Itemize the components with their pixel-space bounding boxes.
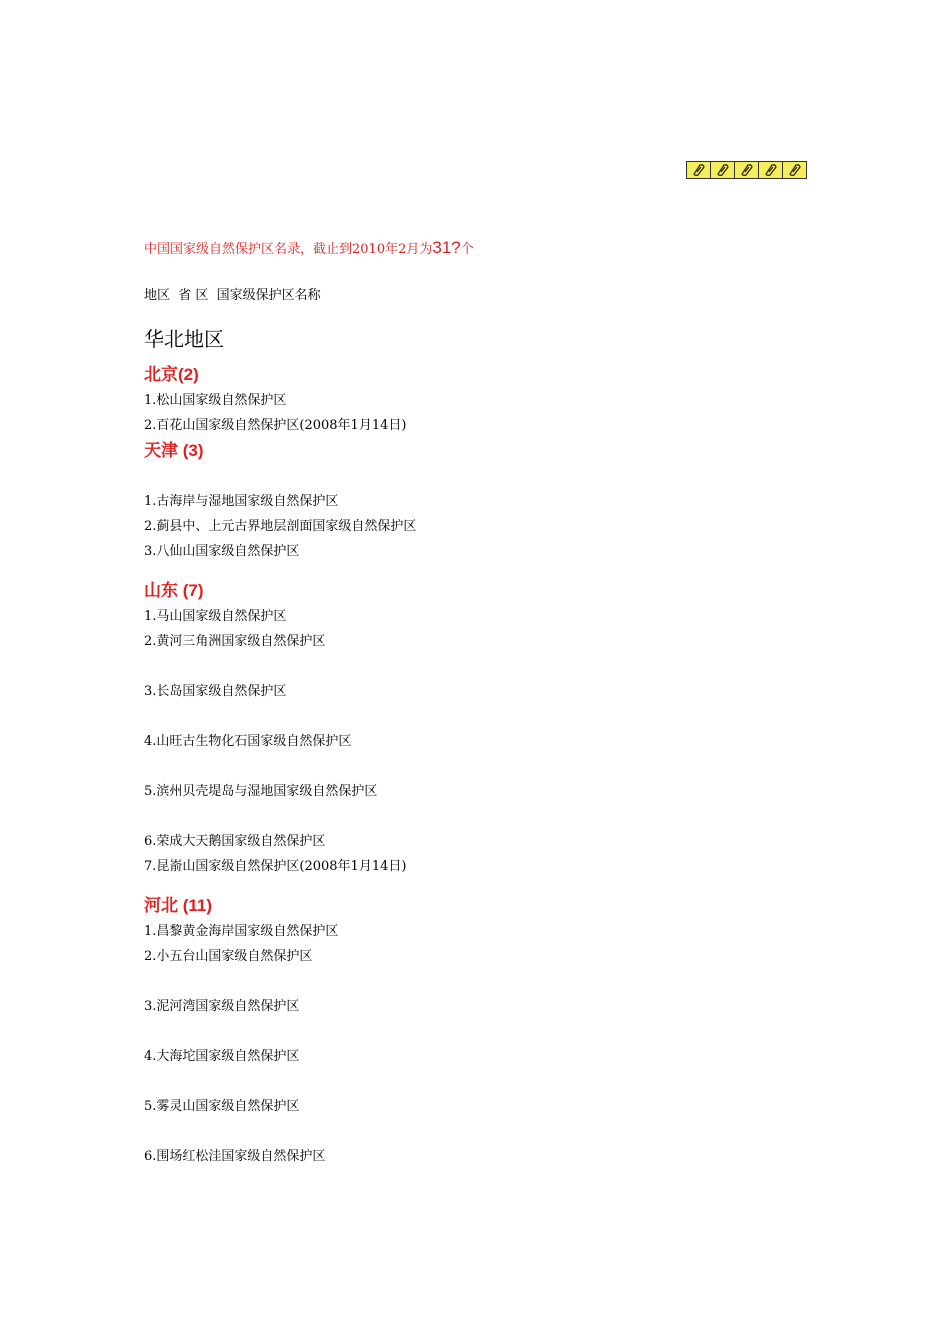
- spacer: [144, 804, 844, 829]
- scroll-icon: [759, 162, 783, 178]
- spacer: [144, 654, 844, 679]
- list-item: 5.滨州贝壳堤岛与湿地国家级自然保护区: [144, 784, 378, 799]
- intro-text: 中国国家级自然保护区名录，截止到2010年2月为: [144, 242, 433, 257]
- list-item: 2.黄河三角洲国家级自然保护区: [144, 634, 326, 649]
- list-item: 1.古海岸与湿地国家级自然保护区: [144, 494, 339, 509]
- province-heading: 河北 (11): [144, 896, 213, 915]
- list-item: 6.围场红松洼国家级自然保护区: [144, 1149, 326, 1164]
- intro-line: [144, 236, 844, 260]
- spacer: [144, 754, 844, 779]
- scroll-icon: [783, 162, 806, 178]
- spacer: [144, 704, 844, 729]
- intro-suffix: 个: [460, 242, 474, 257]
- province-heading: 山东 (7): [144, 581, 204, 600]
- list-item: 2.百花山国家级自然保护区(2008年1月14日): [144, 418, 407, 433]
- province-heading: 天津 (3): [144, 441, 204, 460]
- list-item: 6.荣成大天鹅国家级自然保护区: [144, 834, 326, 849]
- document-body: [144, 236, 844, 1169]
- list-item: 1.马山国家级自然保护区: [144, 609, 287, 624]
- spacer: [144, 564, 844, 572]
- spacer: [144, 1119, 844, 1144]
- spacer: [144, 1019, 844, 1044]
- list-item: 3.泥河湾国家级自然保护区: [144, 999, 300, 1014]
- spacer: [144, 969, 844, 994]
- scroll-icon: [711, 162, 735, 178]
- list-item: 4.山旺古生物化石国家级自然保护区: [144, 734, 352, 749]
- decorative-badge: [686, 161, 807, 179]
- province-heading: 北京(2): [144, 365, 199, 384]
- spacer: [144, 1069, 844, 1094]
- list-item: 5.雾灵山国家级自然保护区: [144, 1099, 300, 1114]
- list-item: 7.昆嵛山国家级自然保护区(2008年1月14日): [144, 859, 407, 874]
- list-item: 2.小五台山国家级自然保护区: [144, 949, 313, 964]
- list-item: 4.大海坨国家级自然保护区: [144, 1049, 300, 1064]
- list-item: 3.八仙山国家级自然保护区: [144, 544, 300, 559]
- spacer: [144, 464, 844, 489]
- region-heading: 华北地区: [144, 329, 224, 351]
- list-item: 2.蓟县中、上元古界地层剖面国家级自然保护区: [144, 519, 417, 534]
- list-item: 1.松山国家级自然保护区: [144, 393, 287, 408]
- intro-count: 31?: [432, 238, 461, 257]
- spacer: [144, 879, 844, 887]
- list-item: 1.昌黎黄金海岸国家级自然保护区: [144, 924, 339, 939]
- scroll-icon: [735, 162, 759, 178]
- list-item: 3.长岛国家级自然保护区: [144, 684, 287, 699]
- column-header-line: 地区 省 区 国家级保护区名称: [144, 288, 321, 303]
- scroll-icon: [687, 162, 711, 178]
